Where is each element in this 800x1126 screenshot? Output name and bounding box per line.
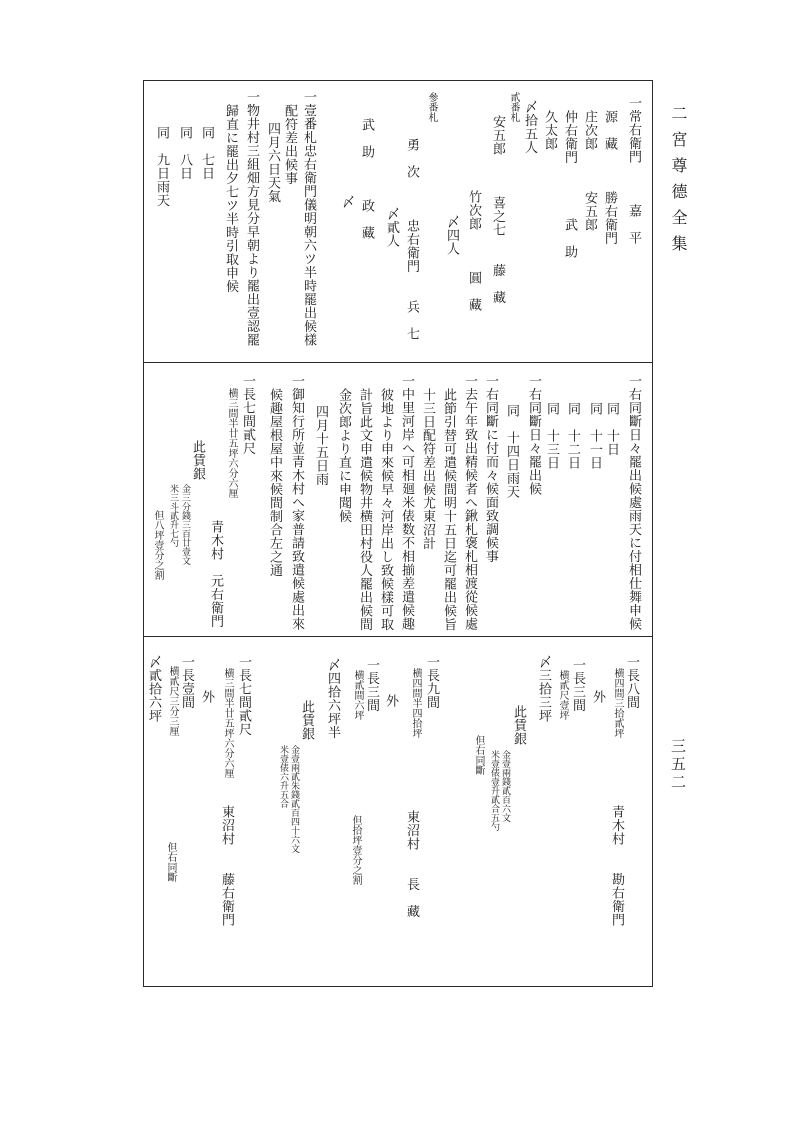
text-column: 安五郎 喜之七 藤 藏 bbox=[490, 115, 505, 304]
text-column: 横貳尺壹坪 bbox=[557, 670, 568, 720]
text-column: 同 十一日 bbox=[587, 402, 602, 470]
text-column: 金壹兩錢貳百六文 bbox=[500, 750, 510, 822]
text-column: 配符差出候事 bbox=[282, 104, 297, 185]
text-column: 東沼村 長 藏 bbox=[404, 810, 419, 918]
text-column: 横四間三拾貳坪 bbox=[612, 668, 623, 738]
text-column: 〆拾五人 bbox=[522, 100, 537, 154]
text-column: 此賃銀 bbox=[299, 700, 314, 741]
text-column: 一中里河岸へ可相廻米俵数不相揃差遣候趣 bbox=[399, 374, 414, 631]
text-column: 横貳間六坪 bbox=[352, 670, 363, 720]
text-column: 一長八間 bbox=[624, 655, 639, 709]
text-column: 外 bbox=[383, 694, 398, 708]
text-column: 同 八日 bbox=[177, 126, 192, 180]
text-column: 同 七日 bbox=[199, 126, 214, 180]
text-column: 但八坪壹分之割 bbox=[152, 510, 163, 580]
text-column: 仲右衛門 武 助 bbox=[562, 110, 577, 259]
text-column: 〆四拾六坪半 bbox=[325, 658, 340, 739]
text-column: 計旨此文申遣候物井横田村役人罷出候間 bbox=[357, 388, 372, 631]
text-column: 庄次郎 安五郎 bbox=[582, 110, 597, 232]
text-column: 外 bbox=[590, 690, 605, 704]
text-column: 候趣屋根屋中來候間制合左之通 bbox=[267, 388, 282, 577]
text-column: 同 十二日 bbox=[565, 402, 580, 470]
text-column: 〆三拾三坪 bbox=[536, 655, 551, 723]
text-column: 一常右衛門 嘉 平 bbox=[626, 96, 641, 245]
text-column: 横貳尺三分三厘 bbox=[167, 666, 178, 736]
text-column: 金三分錢三百廿壹文 bbox=[180, 484, 190, 565]
text-column: 但拾坪壹分之割 bbox=[350, 815, 361, 885]
book-title: 二宮尊德全集 bbox=[669, 105, 688, 261]
text-column: 一去午年致出精候者へ鍬札褒札相渡從候處 bbox=[462, 374, 477, 631]
text-column: 同 十三日 bbox=[544, 402, 559, 470]
text-column: 一長三間 bbox=[570, 658, 585, 712]
text-column: 一長七間貳尺 bbox=[240, 374, 255, 455]
text-column: 〆 bbox=[339, 195, 354, 209]
text-column: 横三間半廿五坪六分六厘 bbox=[226, 388, 237, 498]
text-column: 一長三間 bbox=[364, 658, 379, 712]
text-column: 東沼村 藤右衛門 bbox=[219, 805, 234, 927]
text-column: 一長七間貳尺 bbox=[236, 655, 251, 736]
text-column: 横四間半四拾坪 bbox=[410, 668, 421, 738]
text-column: 貳番札 bbox=[508, 92, 519, 122]
section-divider-2 bbox=[143, 636, 653, 637]
text-column: 青木村 元右衛門 bbox=[208, 520, 223, 628]
text-column: 一長九間 bbox=[424, 655, 439, 709]
text-column: 但右同斷 bbox=[473, 735, 484, 775]
text-column: 但右同斷 bbox=[165, 842, 176, 882]
text-column: 一右同斷に付而々候面致調候事 bbox=[483, 374, 498, 563]
section-divider-1 bbox=[143, 362, 653, 363]
text-column: 此賃銀 bbox=[511, 705, 526, 746]
text-column: 源 藏 勝右衛門 bbox=[602, 110, 617, 245]
text-column: 米三斗貳升七勺 bbox=[168, 484, 178, 547]
text-column: 十三日配符差出候尤東沼計 bbox=[420, 388, 435, 550]
text-column: 此節引替可遣候間明十五日迄可罷出候旨 bbox=[441, 388, 456, 631]
text-column: 一長壹間 bbox=[179, 655, 194, 709]
text-column: 同 十日 bbox=[604, 402, 619, 456]
text-column: 勇 次 忠右衛門 兵 七 bbox=[404, 138, 419, 341]
text-column: 米壹俵六升五合 bbox=[278, 745, 288, 808]
text-column: 〆貳拾六坪 bbox=[146, 655, 161, 723]
text-column: 〆四人 bbox=[444, 215, 459, 256]
text-column: 同 十四日雨天 bbox=[504, 404, 519, 499]
text-column: 四月六日天氣 bbox=[265, 122, 280, 203]
text-column: 外 bbox=[199, 690, 214, 704]
text-column: 歸直に罷出夕七ツ半時引取申候 bbox=[223, 104, 238, 293]
text-column: 久太郎 bbox=[542, 110, 557, 151]
text-column: 一物井村三組畑方見分早朝より罷出壹認罷 bbox=[244, 90, 259, 347]
text-column: 參番札 bbox=[426, 92, 437, 122]
text-column: 同 九日雨天 bbox=[154, 126, 169, 207]
text-column: 一右同斷日々罷出候處雨天に付相仕舞申候 bbox=[626, 374, 641, 631]
text-column: 一御知行所並青木村へ家普請致遣候處出來 bbox=[289, 374, 304, 631]
text-column: 米壹俵壹升貳合五勺 bbox=[489, 750, 499, 831]
text-column: 一右同斷日々罷出候 bbox=[526, 374, 541, 496]
text-column: 彼地より申來候早々河岸出し致候樣可取 bbox=[378, 388, 393, 631]
text-column: 武 助 政 藏 bbox=[359, 118, 374, 240]
text-column: 金次郎より直に申聞候 bbox=[336, 388, 351, 523]
text-column: 金壹兩貳朱錢貳百四十六文 bbox=[289, 745, 299, 853]
text-column: 竹次郎 圓 藏 bbox=[466, 190, 481, 312]
page-number: 三五二 bbox=[669, 738, 687, 792]
text-column: 一壹番札忠右衛門儀明朝六ツ半時罷出候樣 bbox=[301, 90, 316, 347]
text-column: 此賃銀 bbox=[190, 440, 205, 481]
text-column: 横三間半廿五坪六分六厘 bbox=[222, 668, 233, 778]
text-column: 青木村 勘右衛門 bbox=[609, 805, 624, 927]
text-column: 四月十五日雨 bbox=[313, 405, 328, 486]
text-column: 〆貳人 bbox=[384, 207, 399, 248]
